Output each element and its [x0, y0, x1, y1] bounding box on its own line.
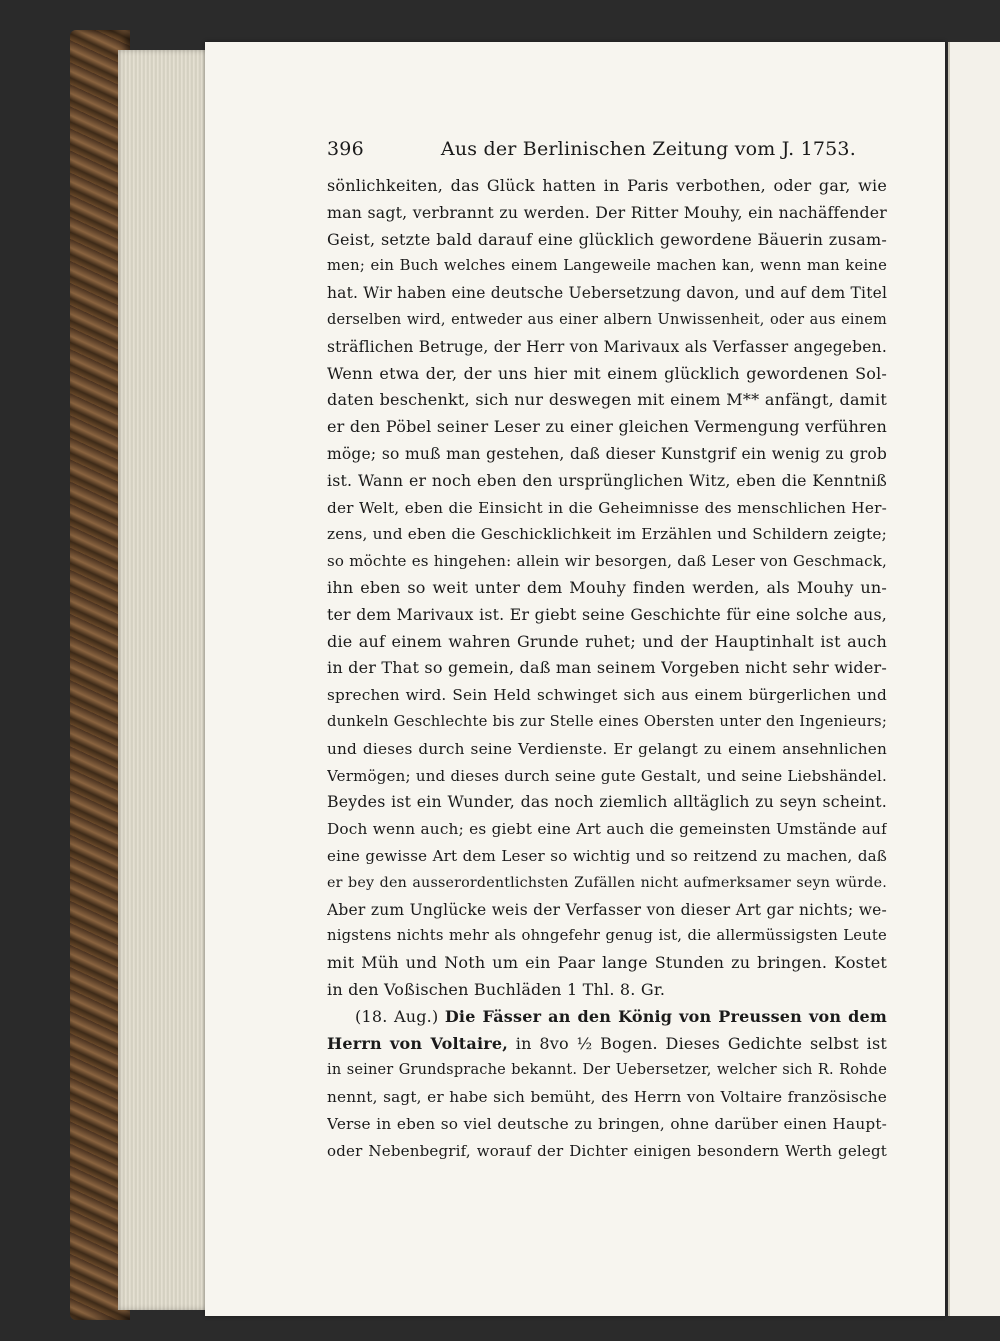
text-line: sönlichkeiten, das Glück hatten in Paris verbothen, oder gar, wie: [327, 176, 887, 195]
text-line: ter dem Marivaux ist. Er giebt seine Geschichte für eine solche aus,: [327, 604, 887, 624]
running-title: Aus der Berlinischen Zeitung vom J. 1753.: [440, 138, 856, 160]
book-page: [205, 42, 945, 1316]
entry-title-2: Herrn von Voltaire,: [327, 1033, 509, 1053]
text-line: men; ein Buch welches einem Langeweile machen kan, wenn man keine: [327, 257, 887, 275]
text-line: daten beschenkt, sich nur deswegen mit einem M** anfängt, damit: [327, 390, 887, 410]
text-line: der Welt, eben die Einsicht in die Geheimnisse des menschlichen Her-: [327, 498, 887, 517]
text-line: er den Pöbel seiner Leser zu einer gleichen Vermengung verführen: [327, 417, 887, 437]
text-line: zens, und eben die Geschicklichkeit im Erzählen und Schildern zeigte;: [327, 525, 887, 544]
text-line: ist. Wann er noch eben den ursprünglichen Witz, eben die Kenntniß: [327, 470, 887, 490]
entry-first-line: [327, 1004, 887, 1031]
text-line: Geist, setzte bald darauf eine glücklich gewordene Bäuerin zusam-: [327, 229, 887, 249]
text-line: er bey den ausserordentlichsten Zufällen nicht aufmerksamer seyn würde.: [327, 874, 887, 891]
text-line: Aber zum Unglücke weis der Verfasser von dieser Art gar nichts; we-: [327, 900, 887, 919]
text-line: man sagt, verbrannt zu werden. Der Ritter Mouhy, ein nachäffender: [327, 202, 887, 222]
body-text: [327, 173, 887, 1004]
text-line: derselben wird, entweder aus einer albern Unwissenheit, oder aus einem: [327, 311, 887, 328]
text-line: und dieses durch seine Verdienste. Er gelangt zu einem ansehnlichen: [327, 739, 887, 758]
text-line: nennt, sagt, er habe sich bemüht, des Herrn von Voltaire französische: [327, 1088, 887, 1107]
entry-text: [327, 1057, 887, 1164]
text-line: in den Voßischen Buchläden 1 Thl. 8. Gr.: [327, 979, 666, 999]
text-line: Beydes ist ein Wunder, das noch ziemlich alltäglich zu seyn scheint.: [327, 792, 887, 812]
entry-second-line: [327, 1031, 887, 1058]
page-edges: [118, 50, 210, 1310]
text-line: in der That so gemein, daß man seinem Vorgeben nicht sehr wider-: [327, 658, 887, 678]
entry-rest: in 8vo ½ Bogen. Dieses Gedichte selbst ist: [515, 1033, 887, 1053]
page-header: [327, 137, 887, 161]
text-line: sprechen wird. Sein Held schwinget sich aus einem bürgerlichen und: [327, 686, 887, 705]
text-line: sträflichen Betruge, der Herr von Marivaux als Verfasser angegeben.: [327, 337, 887, 356]
entry-date: (18. Aug.): [355, 1006, 439, 1026]
text-line: so möchte es hingehen: allein wir besorgen, daß Leser von Geschmack,: [327, 552, 887, 571]
background-left: [0, 0, 80, 1341]
page-content: [327, 137, 887, 1164]
text-line: nigstens nichts mehr als ohngefehr genug ist, die allermüssigsten Leute: [327, 927, 887, 945]
facing-page: [948, 42, 1000, 1316]
entry-title: Die Fässer an den König von Preussen von dem: [444, 1006, 887, 1026]
page-number: 396: [327, 138, 364, 160]
text-line: die auf einem wahren Grunde ruhet; und der Hauptinhalt ist auch: [327, 631, 887, 651]
text-line: in seiner Grundsprache bekannt. Der Uebersetzer, welcher sich R. Rohde: [327, 1062, 887, 1079]
text-line: möge; so muß man gestehen, daß dieser Kunstgrif ein wenig zu grob: [327, 444, 887, 463]
text-line: ihn eben so weit unter dem Mouhy finden werden, als Mouhy un-: [327, 577, 887, 597]
text-line: Vermögen; und dieses durch seine gute Gestalt, und seine Liebshändel.: [327, 766, 887, 785]
text-line: dunkeln Geschlechte bis zur Stelle eines Obersten unter den Ingenieurs;: [327, 712, 887, 730]
text-line: Verse in eben so viel deutsche zu bringen, ohne darüber einen Haupt-: [327, 1114, 887, 1133]
text-line: Wenn etwa der, der uns hier mit einem glücklich gewordenen Sol-: [327, 363, 887, 383]
text-line: eine gewisse Art dem Leser so wichtig und so reitzend zu machen, daß: [327, 846, 887, 865]
text-line: hat. Wir haben eine deutsche Uebersetzung davon, und auf dem Titel: [327, 284, 887, 303]
text-line: mit Müh und Noth um ein Paar lange Stunden zu bringen. Kostet: [327, 953, 887, 973]
text-line: oder Nebenbegrif, worauf der Dichter einigen besondern Werth gelegt: [327, 1141, 887, 1160]
text-line: Doch wenn auch; es giebt eine Art auch die gemeinsten Umstände auf: [327, 820, 887, 839]
